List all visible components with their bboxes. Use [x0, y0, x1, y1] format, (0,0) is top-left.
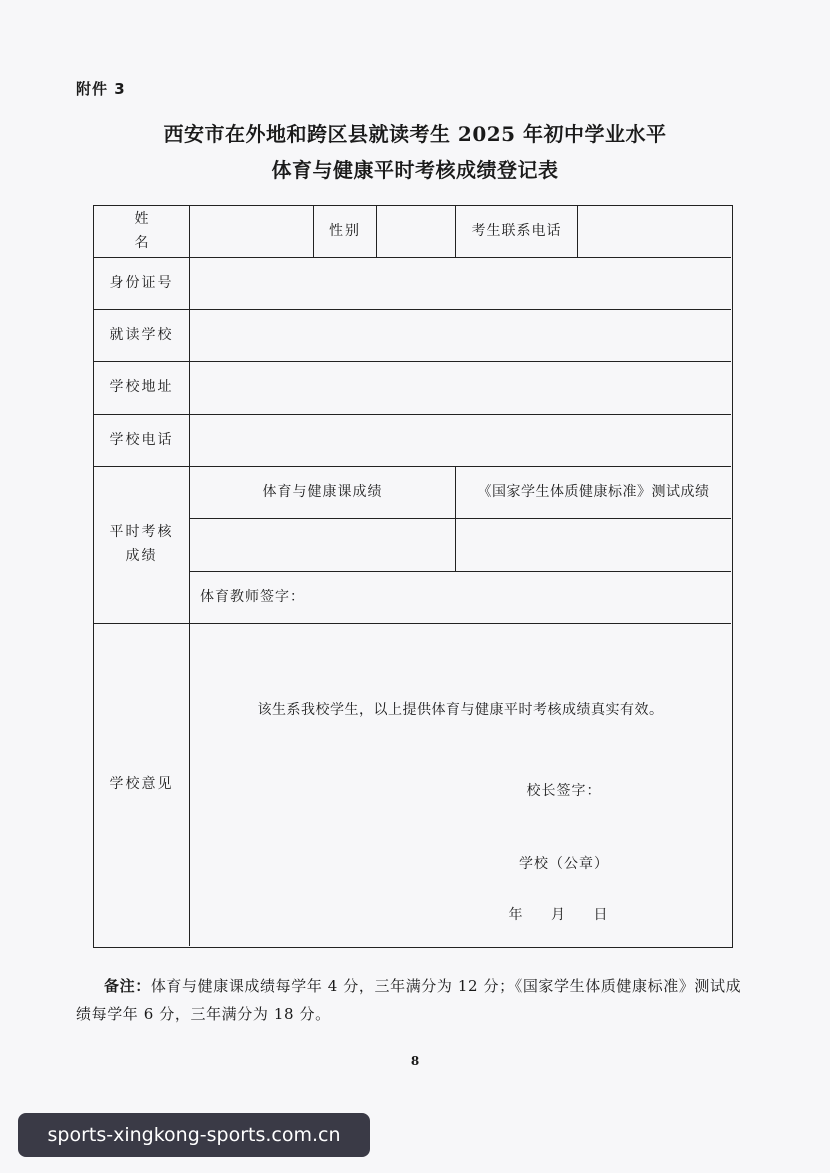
school-address-label: 学校地址: [109, 379, 174, 396]
pe-course-score-field[interactable]: [190, 519, 455, 571]
gender-label: 性别: [329, 222, 361, 239]
score-label-line2: 成绩: [125, 548, 158, 564]
school-seal: 学校（公章）: [519, 856, 609, 873]
standard-test-score-header: 《国家学生体质健康标准》测试成绩: [477, 483, 710, 500]
name-label: 姓 名: [134, 210, 173, 251]
school-phone-label: 学校电话: [109, 431, 174, 448]
school-address-field[interactable]: [190, 362, 731, 414]
school-phone-field[interactable]: [190, 415, 731, 466]
id-number-field[interactable]: [190, 258, 731, 309]
document-title-line1: 西安市在外地和跨区县就读考生 2025 年初中学业水平: [163, 122, 667, 146]
website-watermark: sports-xingkong-sports.com.cn: [18, 1113, 370, 1157]
school-label: 就读学校: [109, 326, 174, 343]
phone-field[interactable]: [578, 206, 731, 257]
remarks-label: 备注：: [104, 977, 151, 995]
score-label-line1: 平时考核: [109, 524, 174, 541]
document-title-line2: 体育与健康平时考核成绩登记表: [271, 158, 559, 182]
standard-test-score-field[interactable]: [456, 519, 731, 571]
remarks-text: 体育与健康课成绩每学年 4 分，三年满分为 12 分；《国家学生体质健康标准》测试成绩每学年 6 分，三年满分为 18 分。: [76, 977, 742, 1023]
principal-signature: 校长签字：: [526, 783, 602, 800]
name-field[interactable]: [190, 206, 313, 257]
attachment-label: 附件 3: [76, 80, 126, 98]
school-field[interactable]: [190, 310, 731, 361]
id-number-label: 身份证号: [109, 274, 174, 291]
remarks: [76, 972, 756, 1028]
school-opinion-text: 该生系我校学生，以上提供体育与健康平时考核成绩真实有效。: [257, 702, 664, 719]
date-line: 年 月 日: [508, 907, 610, 924]
gender-field[interactable]: [377, 206, 455, 257]
school-opinion-label: 学校意见: [109, 776, 174, 793]
score-label: [94, 467, 189, 623]
registration-form-table: [93, 205, 733, 948]
teacher-signature: 体育教师签字：: [200, 588, 305, 605]
phone-label: 考生联系电话: [471, 222, 562, 239]
page-number: 8: [410, 1054, 420, 1068]
pe-course-score-header: 体育与健康课成绩: [262, 483, 383, 500]
